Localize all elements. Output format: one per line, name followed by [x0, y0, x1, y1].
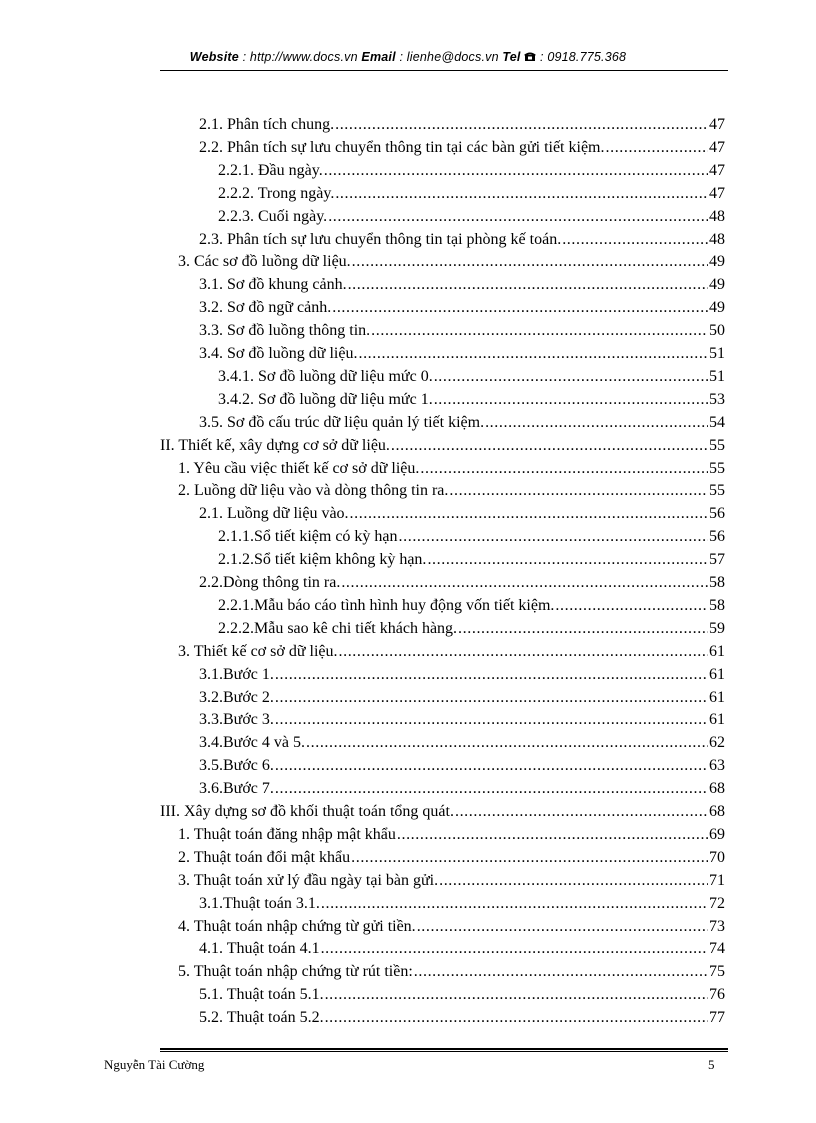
toc-dot-leader	[427, 548, 708, 571]
toc-entry-title: 2.2.2. Trong ngày.	[218, 184, 335, 202]
toc-dot-leader	[306, 731, 708, 754]
toc-entry-title: 3. Thuật toán xử lý đầu ngày tại bàn gửi.	[178, 871, 439, 889]
toc-entry-title: 3.5.Bước 6.	[199, 757, 274, 775]
toc-entry	[199, 319, 725, 342]
toc-entry-title: 3.3. Sơ đồ luồng thông tin.	[199, 322, 371, 340]
toc-entry-page: 74	[709, 940, 725, 958]
toc-dot-leader	[350, 502, 708, 525]
toc-dot-leader	[328, 205, 708, 228]
toc-entry-title: 2.1. Luồng dữ liệu vào.	[199, 505, 349, 523]
toc-entry	[178, 869, 725, 892]
toc-entry	[199, 708, 725, 731]
toc-entry-title: 2.2.2.Mẫu sao kê chi tiết khách hàng.	[218, 619, 458, 637]
footer-page-number: 5	[708, 1057, 715, 1072]
toc-dot-leader	[414, 960, 708, 983]
toc-entry	[199, 113, 725, 136]
toc-entry	[199, 136, 725, 159]
toc-dot-leader	[606, 136, 709, 159]
toc-entry-title: 3. Các sơ đồ luồng dữ liệu.	[178, 253, 351, 271]
toc-dot-leader	[321, 892, 708, 915]
toc-entry	[218, 159, 725, 182]
toc-entry	[199, 777, 725, 800]
tel-value: : 0918.775.368	[536, 50, 627, 64]
toc-dot-leader	[371, 319, 708, 342]
toc-entry	[199, 663, 725, 686]
toc-dot-leader	[275, 754, 708, 777]
toc-entry-page: 76	[709, 986, 725, 1004]
toc-entry-title: 2.2. Phân tích sự lưu chuyển thông tin tại các bàn gửi tiết kiệm.	[199, 138, 605, 156]
footer-divider-thin	[160, 1051, 728, 1052]
toc-entry-page: 47	[709, 161, 725, 179]
toc-entry	[199, 273, 725, 296]
toc-dot-leader	[391, 434, 708, 457]
toc-entry-title: 3.4. Sơ đồ luồng dữ liệu.	[199, 345, 358, 362]
toc-entry	[178, 250, 725, 273]
toc-dot-leader	[275, 663, 708, 686]
toc-entry	[178, 960, 725, 983]
toc-entry	[218, 388, 725, 411]
toc-entry-page: 56	[709, 528, 725, 546]
toc-entry-title: 3.5. Sơ đồ cấu trúc dữ liệu quản lý tiết kiệm.	[199, 413, 485, 431]
toc-entry-page: 55	[709, 436, 725, 454]
toc-entry-page: 49	[709, 253, 725, 271]
toc-entry	[199, 228, 725, 251]
toc-dot-leader	[417, 915, 708, 938]
footer-author: Nguyễn Tài Cường	[104, 1057, 205, 1072]
toc-entry-page: 47	[709, 116, 725, 133]
toc-dot-leader	[358, 342, 708, 365]
toc-entry-page: 73	[709, 917, 725, 935]
toc-dot-leader	[335, 182, 708, 205]
toc-entry	[199, 983, 725, 1006]
toc-entry-title: 3.2.Bước 2.	[199, 688, 274, 706]
footer-divider	[160, 1048, 728, 1050]
email-value: : lienhe@docs.vn	[395, 50, 503, 64]
toc-dot-leader	[449, 479, 708, 502]
toc-dot-leader	[341, 571, 708, 594]
toc-entry-title: 5.1. Thuật toán 5.1.	[199, 986, 324, 1004]
toc-entry-title: 2.1.1.Sổ tiết kiệm có kỳ hạn	[218, 528, 398, 546]
toc-entry	[178, 846, 725, 869]
toc-entry-page: 54	[709, 413, 725, 431]
toc-entry	[199, 502, 725, 525]
toc-entry-title: 2.2.1.Mẫu báo cáo tình hình huy động vốn tiết kiệm.	[218, 596, 555, 614]
toc-dot-leader	[325, 1006, 708, 1029]
tel-label: Tel	[502, 50, 521, 64]
toc-dot-leader	[458, 617, 708, 640]
toc-dot-leader	[420, 457, 708, 480]
toc-entry-title: 3. Thiết kế cơ sở dữ liệu.	[178, 642, 338, 660]
toc-dot-leader	[399, 525, 708, 548]
toc-entry-page: 71	[709, 871, 725, 889]
phone-icon	[524, 51, 536, 62]
toc-entry-page: 61	[709, 642, 725, 660]
toc-entry	[218, 525, 725, 548]
toc-entry	[199, 892, 725, 915]
toc-entry	[199, 411, 725, 434]
toc-entry-title: 3.4.2. Sơ đồ luồng dữ liệu mức 1.	[218, 390, 433, 408]
toc-entry-page: 49	[709, 299, 725, 317]
email-label: Email	[361, 50, 396, 64]
toc-entry	[199, 937, 725, 960]
toc-dot-leader	[562, 228, 708, 251]
toc-dot-leader	[275, 708, 708, 731]
toc-entry	[218, 548, 725, 571]
toc-entry	[160, 800, 725, 823]
toc-dot-leader	[455, 800, 708, 823]
toc-entry-title: 3.2. Sơ đồ ngữ cảnh.	[199, 299, 332, 317]
toc-entry-page: 48	[709, 230, 725, 248]
toc-entry-page: 58	[709, 596, 725, 614]
toc-entry-title: 2.3. Phân tích sự lưu chuyển thông tin tại phòng kế toán.	[199, 230, 562, 248]
header-divider	[160, 70, 728, 71]
toc-entry-page: 68	[709, 780, 725, 798]
toc-entry-title: 2. Luồng dữ liệu vào và dòng thông tin ra.	[178, 482, 449, 500]
toc-entry-page: 72	[709, 894, 725, 912]
toc-entry-page: 59	[709, 619, 725, 637]
website-label: Website	[189, 50, 239, 64]
toc-dot-leader	[339, 640, 709, 663]
toc-dot-leader	[275, 777, 708, 800]
toc-entry-title: 3.1. Sơ đồ khung cảnh.	[199, 276, 347, 294]
toc-entry	[199, 342, 725, 365]
toc-entry-page: 48	[709, 207, 725, 225]
toc-entry-page: 47	[709, 184, 725, 202]
toc-entry	[199, 296, 725, 319]
page-header	[0, 50, 816, 64]
toc-entry	[199, 686, 725, 709]
toc-dot-leader	[325, 983, 708, 1006]
toc-entry-page: 61	[709, 688, 725, 706]
toc-entry-title: 2.1.2.Sổ tiết kiệm không kỳ hạn.	[218, 551, 427, 569]
toc-entry	[160, 434, 725, 457]
toc-dot-leader	[335, 113, 708, 136]
toc-dot-leader	[397, 823, 708, 846]
toc-entry-title: 4. Thuật toán nhập chứng từ gửi tiền.	[178, 917, 416, 935]
toc-entry-title: 3.1.Bước 1.	[199, 665, 274, 683]
toc-entry	[218, 365, 725, 388]
toc-entry-page: 50	[709, 322, 725, 340]
toc-dot-leader	[324, 159, 708, 182]
toc-entry-title: 2.2.1. Đầu ngày.	[218, 161, 323, 179]
toc-entry-page: 61	[709, 665, 725, 683]
toc-dot-leader	[321, 937, 708, 960]
toc-entry-page: 51	[709, 345, 725, 362]
toc-entry-page: 47	[709, 138, 725, 156]
toc-entry-title: 4.1. Thuật toán 4.1	[199, 940, 320, 958]
toc-dot-leader	[348, 273, 708, 296]
toc-dot-leader	[351, 846, 708, 869]
toc-entry-title: 2. Thuật toán đổi mật khẩu	[178, 848, 351, 866]
toc-entry-page: 55	[709, 482, 725, 500]
toc-entry	[218, 594, 725, 617]
toc-entry-page: 53	[709, 390, 725, 408]
toc-entry-title: 3.6.Bước 7.	[199, 780, 274, 798]
toc-entry	[218, 205, 725, 228]
toc-dot-leader	[555, 594, 708, 617]
toc-entry-page: 69	[709, 825, 725, 843]
toc-entry	[218, 617, 725, 640]
toc-entry	[199, 731, 725, 754]
toc-entry-title: 5.2. Thuật toán 5.2.	[199, 1009, 324, 1027]
toc-entry-page: 62	[709, 734, 725, 752]
toc-entry	[199, 571, 725, 594]
toc-entry-title: 3.3.Bước 3.	[199, 711, 274, 729]
toc-dot-leader	[352, 250, 708, 273]
toc-entry	[178, 479, 725, 502]
toc-entry-title: 3.1.Thuật toán 3.1.	[199, 894, 320, 912]
toc-entry-page: 61	[709, 711, 725, 729]
toc-entry-page: 58	[709, 574, 725, 591]
toc-entry-page: 55	[709, 459, 725, 477]
toc-dot-leader	[439, 869, 708, 892]
toc-entry-title: II. Thiết kế, xây dựng cơ sở dữ liệu.	[160, 436, 390, 454]
toc-entry-page: 51	[709, 367, 725, 385]
toc-entry	[178, 640, 725, 663]
toc-entry-page: 57	[709, 551, 725, 569]
toc-entry-title: III. Xây dựng sơ đồ khối thuật toán tổng quát.	[160, 803, 454, 820]
toc-entry	[178, 457, 725, 480]
toc-entry-page: 56	[709, 505, 725, 523]
toc-entry-page: 77	[709, 1009, 725, 1027]
toc-entry	[199, 754, 725, 777]
toc-entry-title: 5. Thuật toán nhập chứng từ rút tiền:	[178, 963, 413, 981]
toc-entry-page: 70	[709, 848, 725, 866]
toc-entry-title: 1. Yêu cầu việc thiết kế cơ sở dữ liệu.	[178, 459, 420, 477]
toc-dot-leader	[434, 365, 708, 388]
toc-entry-title: 2.2.Dòng thông tin ra.	[199, 574, 341, 591]
toc-entry	[178, 823, 725, 846]
toc-dot-leader	[434, 388, 708, 411]
toc-entry-page: 68	[709, 803, 725, 820]
toc-entry-page: 63	[709, 757, 725, 775]
toc-entry-page: 49	[709, 276, 725, 294]
toc-entry	[199, 1006, 725, 1029]
toc-entry-title: 2.2.3. Cuối ngày.	[218, 207, 328, 225]
toc-entry-title: 2.1. Phân tích chung.	[199, 116, 335, 133]
toc-entry-title: 3.4.Bước 4 và 5.	[199, 734, 306, 752]
toc-entry	[178, 915, 725, 938]
toc-entry-page: 75	[709, 963, 725, 981]
toc-dot-leader	[275, 686, 708, 709]
toc-entry	[218, 182, 725, 205]
toc-entry-title: 3.4.1. Sơ đồ luồng dữ liệu mức 0.	[218, 367, 433, 385]
toc-dot-leader	[485, 411, 708, 434]
toc-dot-leader	[332, 296, 708, 319]
toc-entry-title: 1. Thuật toán đăng nhập mật khẩu	[178, 825, 396, 843]
website-value: : http://www.docs.vn	[238, 50, 362, 64]
